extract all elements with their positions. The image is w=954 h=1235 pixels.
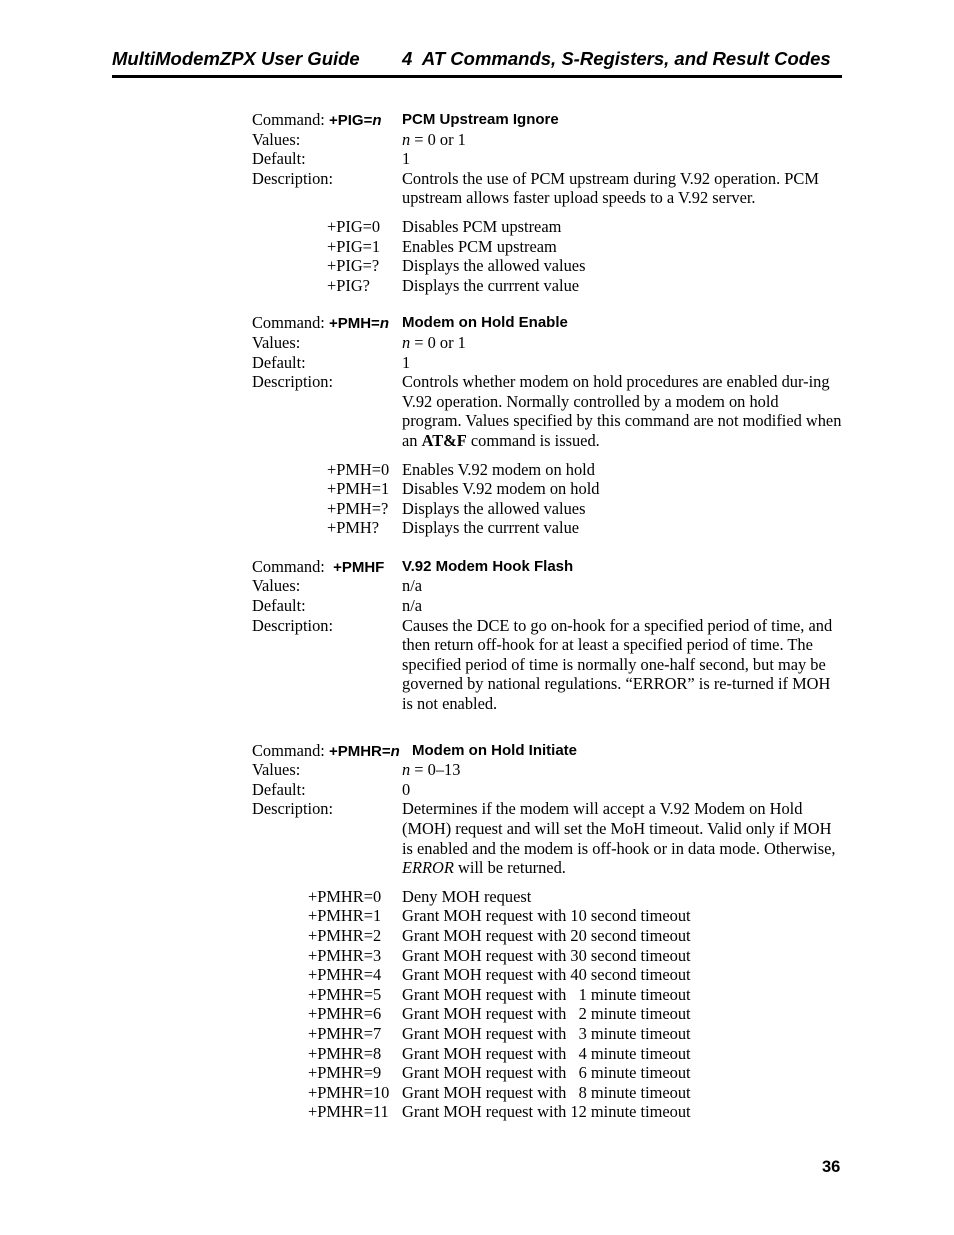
command-title: PCM Upstream Ignore (402, 111, 559, 128)
command-label: Command: +PMHF (252, 556, 385, 576)
option-row: +PMHR=0 Deny MOH request (308, 886, 532, 906)
option-list (252, 887, 852, 1122)
description-label: Description: (252, 372, 334, 392)
option-row: +PMH=1 Disables V.92 modem on hold (327, 479, 600, 499)
command-block-pmh (252, 313, 852, 538)
option-row: +PMHR=7 Grant MOH request with 3 minute timeout (308, 1023, 691, 1043)
default-label: Default: (252, 149, 306, 169)
page-header (112, 47, 842, 78)
default-value: 1 (402, 352, 411, 372)
command-name: +PMH=n (328, 315, 389, 333)
page-number: 36 (822, 1158, 841, 1176)
page-content (252, 110, 852, 1122)
description-text: Controls the use of PCM upstream during V.92 operation. PCM upstream allows faster upload speeds to a V.92 server. (402, 168, 819, 208)
default-value: n/a (402, 596, 423, 616)
description-text: Causes the DCE to go on-hook for a specified period of time, and then return off-hook for at least a specified period of time. The specified period of time is normally one-half second, but may be governed by national regulations. “ERROR” is re-turned if MOH is not enabled. (402, 615, 833, 714)
description-label: Description: (252, 168, 334, 188)
command-name: +PIG=n (328, 112, 382, 129)
command-block-pmhf (252, 557, 852, 714)
command-block-pmhr (252, 741, 852, 1122)
option-row: +PIG? Displays the currrent value (327, 275, 580, 295)
command-block-pig (252, 110, 852, 295)
option-list (252, 217, 852, 295)
option-row: +PMHR=5 Grant MOH request with 1 minute timeout (308, 984, 691, 1004)
values-label: Values: (252, 576, 301, 596)
description-label: Description: (252, 799, 334, 819)
default-value: 0 (402, 779, 411, 799)
description-text: Controls whether modem on hold procedures are enabled dur-ing V.92 operation. Normally controlled by a modem on hold program. Values specified by this command are not modified when an AT&F command is issued. (402, 372, 842, 450)
default-label: Default: (252, 352, 306, 372)
guide-title: MultiModemZPX User Guide (112, 48, 360, 69)
values-label: Values: (252, 129, 301, 149)
option-row: +PMH=? Displays the allowed values (327, 498, 586, 518)
option-row: +PMHR=1 Grant MOH request with 10 second timeout (308, 906, 691, 926)
values-label: Values: (252, 760, 301, 780)
values-text: n/a (402, 576, 423, 596)
default-value: 1 (402, 149, 411, 169)
option-row: +PMHR=2 Grant MOH request with 20 second timeout (308, 925, 691, 945)
command-label: Command: +PIG=n (252, 110, 382, 129)
option-list (252, 460, 852, 538)
option-row: +PMH? Displays the currrent value (327, 518, 580, 538)
option-row: +PIG=0 Disables PCM upstream (327, 216, 562, 236)
values-text: n = 0 or 1 (402, 332, 466, 352)
option-row: +PMHR=9 Grant MOH request with 6 minute timeout (308, 1063, 691, 1083)
default-label: Default: (252, 596, 306, 616)
description-label: Description: (252, 615, 334, 635)
values-label: Values: (252, 332, 301, 352)
command-title: Modem on Hold Enable (402, 314, 568, 332)
chapter-title: 4 AT Commands, S-Registers, and Result Codes (402, 48, 831, 69)
option-row: +PIG=? Displays the allowed values (327, 256, 586, 276)
option-row: +PMHR=3 Grant MOH request with 30 second timeout (308, 945, 691, 965)
command-name: +PMHF (333, 558, 385, 576)
values-text: n = 0 or 1 (402, 129, 466, 149)
default-label: Default: (252, 779, 306, 799)
command-name: +PMHR=n (328, 742, 400, 760)
command-label: Command: +PMHR=n (252, 740, 400, 760)
command-label: Command: +PMH=n (252, 313, 389, 333)
option-row: +PMH=0 Enables V.92 modem on hold (327, 459, 595, 479)
option-row: +PMHR=10 Grant MOH request with 8 minute timeout (308, 1082, 691, 1102)
command-title: Modem on Hold Initiate (412, 741, 577, 759)
option-row: +PMHR=11 Grant MOH request with 12 minute timeout (308, 1102, 691, 1122)
option-row: +PMHR=4 Grant MOH request with 40 second timeout (308, 965, 691, 985)
command-title: V.92 Modem Hook Flash (402, 557, 574, 575)
description-text: Determines if the modem will accept a V.92 Modem on Hold (MOH) request and will set the MoH timeout. Valid only if MOH is enabled and the modem is off-hook or in data mode. Otherwise, ERROR will be returned. (402, 799, 836, 878)
option-row: +PIG=1 Enables PCM upstream (327, 236, 557, 256)
option-row: +PMHR=6 Grant MOH request with 2 minute timeout (308, 1004, 691, 1024)
values-text: n = 0–13 (402, 760, 461, 780)
option-row: +PMHR=8 Grant MOH request with 4 minute timeout (308, 1043, 691, 1063)
